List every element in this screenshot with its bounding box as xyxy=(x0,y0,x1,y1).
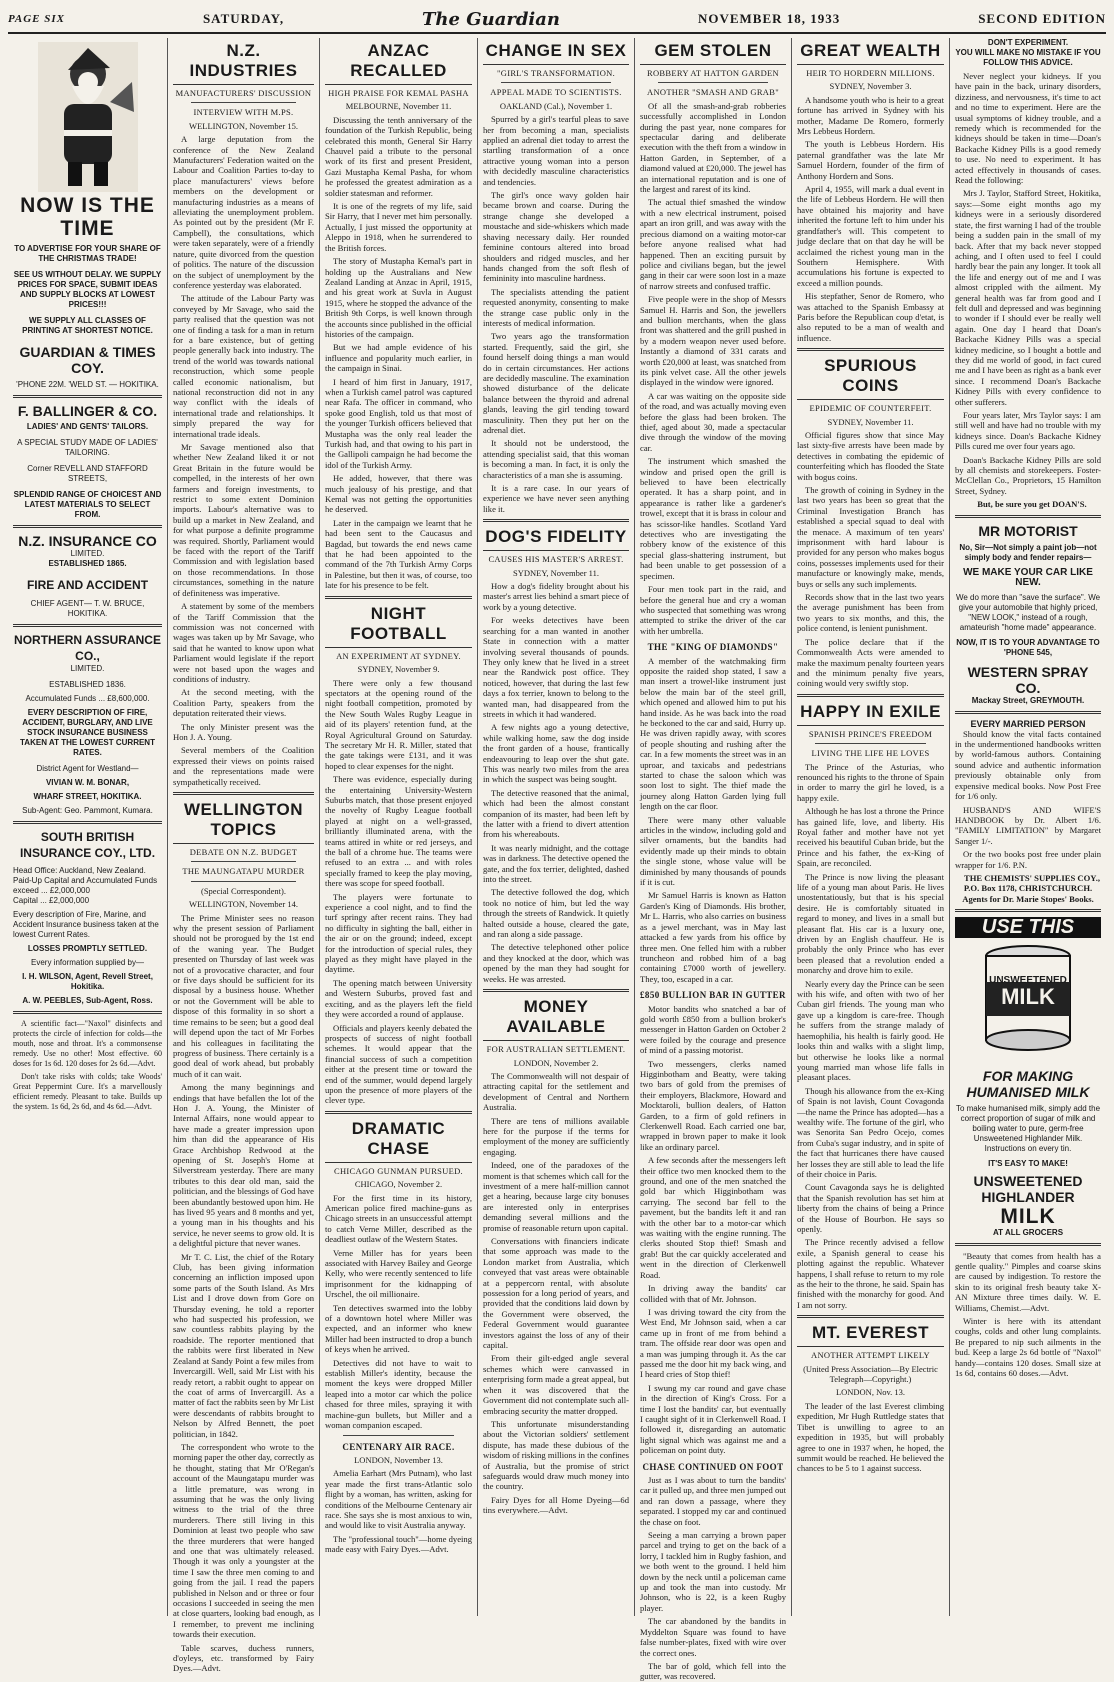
advert-paragraph: THE CHEMISTS' SUPPLIES COY., P.O. Box 1178, CHRISTCHURCH. Agents for Dr. Marie Stopes' Books. xyxy=(962,872,1101,904)
advert-paragraph: Fairy Dyes for all Home Dyeing—6d tins everywhere.—Advt. xyxy=(483,1494,629,1516)
headline: MONEY AVAILABLE xyxy=(483,997,629,1041)
advert-paragraph: HUSBAND'S AND WIFE'S HANDBOOK by Dr. Albert 1/6. "FAMILY LIMITATION" by Margaret Sanger 1/-. xyxy=(955,804,1101,846)
article-paragraph: Just as I was about to turn the bandits' car it pulled up, and three men jumped out and ran down a passage, where they separated. I stopped my car and continued the chase on foot. xyxy=(640,1475,786,1527)
headline: GREAT WEALTH xyxy=(797,41,944,65)
subheadline: INTERVIEW WITH M.PS. xyxy=(193,107,294,118)
article-paragraph: The detective reasoned that the animal, which had been the almost constant companion of its master, had been left by the latter with a friend to divert attention from his whereabouts. xyxy=(483,787,629,840)
article-paragraph: Several members of the Coalition expressed their views on points raised and the representations made were sympathetically received. xyxy=(173,745,314,787)
ad-line: EVERY DESCRIPTION OF FIRE, ACCIDENT, BURGLARY, AND LIVE STOCK INSURANCE BUSINESS TAKEN AT THE LOWEST CURRENT RATES. xyxy=(20,708,155,757)
article-paragraph: Later in the campaign we learnt that he had been sent to the Caucasus and Bagdad, but towards the end news came that he had been appointed to the command of the 7th Turkish Army Corps in Palestine, but then it was, of course, too late for his presence to be felt. xyxy=(325,517,472,591)
subheadline: EPIDEMIC OF COUNTERFEIT. xyxy=(809,403,932,414)
article-paragraph: Indeed, one of the paradoxes of the moment is that schemes which call for the investment of a mere half-million cannot get a hearing, because large city bonuses are interested only in enterprises demanding several millions and the promise of reasonable return upon capital. xyxy=(483,1160,629,1233)
ad-banner: USE THIS xyxy=(955,917,1101,937)
brand-name: HIGHLANDER xyxy=(981,1188,1075,1205)
ad-line: IT'S EASY TO MAKE! xyxy=(988,1158,1068,1168)
article-paragraph: It is a rare case. In our years of experience we have never seen anything like it. xyxy=(483,483,629,514)
column-3 xyxy=(320,38,478,1616)
article-paragraph: How a dog's fidelity brought about his master's arrest lies behind a smart piece of work by a young detective. xyxy=(483,581,629,612)
subheadline: "GIRL'S TRANSFORMATION. xyxy=(496,68,615,78)
column-7 xyxy=(950,38,1106,1616)
article-paragraph: Detectives did not have to wait to establish Miller's identity, because the moment the keys were dropped Miller leaped into a motor car which the police chased for three miles, spraying it with machine-gun bullets, but Miller and a woman companion escaped. xyxy=(325,1357,472,1431)
masthead xyxy=(8,6,1106,34)
advert-paragraph: Should know the vital facts contained in the undermentioned handbooks written by world-famous authors. Containing sound advice and authentic information previously obtainable only from expensive medical books. Now Post Free for 1/6 only. xyxy=(955,728,1101,802)
article-paragraph: The opening match between University and Western Suburbs, proved fast and exciting, and as the players left the field they were accorded a round of applause. xyxy=(325,977,472,1020)
can-label-main: MILK xyxy=(1001,983,1055,1009)
dateline: LONDON, November 2. xyxy=(513,1057,599,1068)
northern-assurance-ad xyxy=(13,632,162,816)
ad-headline: MR MOTORIST xyxy=(978,522,1078,539)
article-paragraph: Motor bandits who snatched a bar of gold worth £850 from a bullion broker's messenger in Hatton Garden on October 2 were foiled by the courage and presence of mind of a passing motorist. xyxy=(640,1003,786,1056)
article-paragraph: The detective telephoned other police and they knocked at the door, which was opened by the man they had sought for weeks. He was arrested. xyxy=(483,942,629,984)
ad-line: TO ADVERTISE FOR YOUR SHARE OF THE CHRISTMAS TRADE! xyxy=(14,244,161,263)
dateline: CHICAGO, November 2. xyxy=(354,1179,443,1190)
article-paragraph: Official figures show that since May last sixty-five arrests have been made by detectives in combating the epidemic of counterfeiting which has flooded the State with bogus coins. xyxy=(797,429,944,482)
ad-firm-name: GUARDIAN & TIMES COY. xyxy=(19,344,156,376)
ad-agent: CHIEF AGENT— T. W. BRUCE, HOKITIKA. xyxy=(30,599,145,618)
article-paragraph: A car was waiting on the opposite side of the road, and was actually moving even before the glass had been broken. The thief, aged about 30, made a spectacular dive through the window of the moving car. xyxy=(640,390,786,453)
subheadline: AN EXPERIMENT AT SYDNEY. xyxy=(336,650,461,661)
ad-line: WHARF STREET, HOKITIKA. xyxy=(33,792,142,801)
credit-line: (United Press Association—By Electric Telegraph—Copyright.) xyxy=(803,1363,938,1385)
article-paragraph: The Prince is now living the pleasant life of a young man about Paris. He lives unostentatiously, but that is his special desire. He is comfortably situated in regard to money, and lives in a small but pleasant flat. His car is a luxury one, driven by an English chauffeur. He is probably the only Prince who has ever been pleased that a revolution ended a monarchy and drove him to exile. xyxy=(797,871,944,976)
subheadline: ANOTHER "SMASH AND GRAB" xyxy=(647,87,779,98)
headline: WELLINGTON TOPICS xyxy=(173,800,314,844)
article-paragraph: The youth is Lebbeus Hordern. His paternal grandfather was the late Mr Samuel Hordern, founder of the firm of Anthony Hordern and Sons. xyxy=(797,139,944,181)
ad-line: Capital ... £2,000,000 xyxy=(13,896,90,905)
advert-paragraph: Four years later, Mrs Taylor says: I am still well and have had no trouble with my kidneys since. Doan's Backache Kidney Pills cured me over four years ago. xyxy=(955,410,1101,452)
byline: (Special Correspondent). xyxy=(201,885,286,896)
article-paragraph: There are tens of millions available here for the purpose if the terms for employment of the money are sufficiently engaging. xyxy=(483,1115,629,1157)
article-paragraph: Two years ago the transformation started. Frequently, said the girl, she found herself doing things a man would do in certain circumstances. Her actions are decidedly masculine. The examination showed disturbance of the delicate balance between the thyroid and adrenal glands, leaving the girl tending toward masculinity. Then they put her on the adrenal diet. xyxy=(483,331,629,435)
advert-paragraph: But, be sure you get DOAN'S. xyxy=(977,499,1087,510)
ad-line: Every information supplied by— xyxy=(31,958,144,967)
column-4 xyxy=(478,38,635,1616)
advert-paragraph: Winter is here with its attendant coughs, colds and other lung complaints. Be prepared to nip such ailments in the bud. Keep a large 2s 6d bottle of "Naxol" handy—contains 120 doses. Small size at 1s 6d, contains 60 doses.—Advt. xyxy=(955,1316,1101,1379)
subheadline: CHICAGO GUNMAN PURSUED. xyxy=(334,1165,463,1176)
dateline: WELLINGTON, November 15. xyxy=(189,120,298,131)
dateline: LONDON, November 13. xyxy=(354,1454,443,1465)
headline: ANZAC RECALLED xyxy=(325,41,472,85)
article-paragraph: Amelia Earhart (Mrs Putnam), who last year made the first trans-Atlantic solo flight by a woman, has written, asking for conditions of the Melbourne Centenary air race. She says she is most anxious to win, and would like to visit Australia anyway. xyxy=(325,1468,472,1531)
advert-paragraph: "Beauty that comes from health has a gentle quality." Pimples and coarse skins are caused by indigestion. To restore the skin to its original fresh beauty take X-AN Mixture three times daily. W. E. Williams, Chemist.—Advt. xyxy=(955,1250,1101,1313)
ad-contact: 'PHONE 22M. 'WELD ST. — HOKITIKA. xyxy=(16,380,159,389)
article-paragraph: Of all the smash-and-grab robberies successfully accomplished in London during the past year, none compares for spectacular daring and deliberate execution with the theft from a window in Hatton Garden, in September, of a diamond valued at £20,000. The jewel has an international reputation and is one of the largest and rarest of its kind. xyxy=(640,100,786,195)
headline: CHANGE IN SEX xyxy=(483,41,629,65)
christmas-advertising-ad xyxy=(13,194,162,390)
ad-line: LADIES' AND GENTS' TAILORS. xyxy=(26,422,149,431)
advert-paragraph: Never neglect your kidneys. If you have pain in the back, urinary disorders, dizziness, and nervousness, it's time to act and no time to experiment. Here are the usual symptoms of kidney trouble, and a remedy which is recommended for the kidneys should be taken in time—Doan's Backache Kidney Pills is a good remedy to use. No need to experiment. It has acted effectively in thousands of cases. Read the following: xyxy=(955,71,1101,186)
article-paragraph: Count Cavagonda says he is delighted that the Spanish revolution has set him at liberty from the chains of being a Prince of the House of Bourbon. He says so openly. xyxy=(797,1182,944,1234)
crosshead: CHASE CONTINUED ON FOOT xyxy=(642,1461,784,1472)
ad-agent: VIVIAN W. M. BONAR, xyxy=(45,778,130,787)
ad-line: LOSSES PROMPTLY SETTLED. xyxy=(27,944,148,953)
subheadline: ANOTHER ATTEMPT LIKELY xyxy=(811,1350,930,1361)
article-paragraph: The Commonwealth will not despair of attracting capital for the settlement and development of Central and Northern Australia. xyxy=(483,1070,629,1113)
ad-line: District Agent for Westland— xyxy=(36,764,139,773)
ad-line: LIMITED. xyxy=(70,664,105,673)
article-paragraph: For the first time in its history, American police fired machine-guns as Chicago streets in an unsuccessful attempt to catch Verne Miller, described as the deadliest outlaw of the Western States. xyxy=(325,1192,472,1245)
subheadline: APPEAL MADE TO SCIENTISTS. xyxy=(490,87,622,98)
article-paragraph: A statement by some of the members of the Tariff Commission that the commission was not concerned with wages was taken up by Mr Savage, who said that he wanted to know upon what Parliament would legislate if the report were not based upon the wages and conditions of industry. xyxy=(173,601,314,684)
subheadline: HEIR TO HORDERN MILLIONS. xyxy=(806,68,935,78)
article-paragraph: Discussing the tenth anniversary of the foundation of the Turkish Republic, being celebrated this month, General Sir Harry Chauvel paid a tribute to the personal work of its first and present President, Gazi Mustapha Kemal Pasha, for whom he professed the greatest admiration as a soldier statesman and reformer. xyxy=(325,114,472,198)
dateline: OAKLAND (Cal.), November 1. xyxy=(499,100,613,111)
article-paragraph: Nearly every day the Prince can be seen with his wife, and often with two of her Cuban girl friends. The young man who gave up a kingdom is care-free. Though he suffers from the strange malady of haemophilia, his health is fairly good. He looks thin and walks with a slight limp, but otherwise he looks like a normal young married man whose life falls in pleasant places. xyxy=(797,978,944,1083)
ad-line: LIMITED. xyxy=(70,549,105,558)
subheadline: MANUFACTURERS' DISCUSSION xyxy=(175,88,312,98)
article-paragraph: Mr Savage mentioned also that whether New Zealand liked it or not Great Britain in the future would be compelled, in the interests of her own farmers and foreign investments, to restrict to some extent Dominion imports. Labour's alternative was to build up a market in New Zealand, and for what purpose a definite programme was required. Shortly, Parliament would be faced with the report of the Tariff Commission and with legislation based on those recommendations. In those circumstances, something in the nature of definiteness was imperative. xyxy=(173,442,314,598)
masthead-date: NOVEMBER 18, 1933 xyxy=(697,11,841,26)
page-number: PAGE SIX xyxy=(8,13,66,25)
ad-line: We do more than "save the surface". We give your automobile that highly priced, "NEW LOOK," instead of a rough, amateurish "home made" appearance. xyxy=(955,592,1101,632)
article-paragraph: It was nearly midnight, and the cottage was in darkness. The detective opened the gate, and the fox terrier, delighted, dashed into the street. xyxy=(483,842,629,885)
article-paragraph: The bar of gold, which fell into the gutter, was recovered. xyxy=(640,1660,786,1682)
ad-line: ESTABLISHED 1865. xyxy=(48,559,127,568)
dateline: SYDNEY, November 11. xyxy=(513,567,599,578)
nz-insurance-ad xyxy=(13,533,162,619)
edition-label: SECOND EDITION xyxy=(978,11,1106,26)
ad-firm-name: NORTHERN ASSURANCE CO., xyxy=(14,633,161,663)
article-paragraph: The Prince recently advised a fellow exile, a Spanish general to cease his plotting against the republic. Whatever happens, I shall refuse to return to my role as the heir to the throne, he said. Spain has finished with the monarchy for good. And I am not sorry. xyxy=(797,1237,944,1310)
ad-firm-name: SOUTH BRITISH INSURANCE COY., LTD. xyxy=(19,830,156,860)
dateline: MELBOURNE, November 11. xyxy=(345,101,452,112)
article-paragraph: Records show that in the last two years the average punishment has been from two years to six months, and this, the police contend, is lenient punishment. xyxy=(797,592,944,634)
article-paragraph: There was evidence, especially during the entertaining University-Western Suburbs match, that those present enjoyed the novelty of Rugby League football played at night on a well-grassed, brilliantly illuminated arena, with the teams attired in white or red jerseys, and the ball of a chrome hue. The teams were refused to an extra ... and with roles specially framed to keep the play moving, there was scope for speed football. xyxy=(325,774,472,889)
ad-line: Accumulated Funds ... £8,600,000. xyxy=(25,694,150,703)
headline: GEM STOLEN xyxy=(640,41,786,65)
advert-paragraph: Don't take risks with colds; take Woods' Great Peppermint Cure. It's a marvellously efficient remedy. Pleasant to take. Builds up the system. 1s 6d, 2s 6d, and 4s 6d.—Advt. xyxy=(13,1072,162,1111)
advert-paragraph: Or the two books post free under plain wrapper for 1/6. P.N. xyxy=(955,849,1101,870)
dateline: WELLINGTON, November 14. xyxy=(189,899,298,910)
ad-line: AT ALL GROCERS xyxy=(992,1227,1064,1237)
ballinger-tailors-ad xyxy=(13,403,162,520)
santa-claus-illustration xyxy=(38,42,138,192)
doans-pills-ad xyxy=(955,38,1101,68)
article-paragraph: Conversations with financiers indicate that some approach was made to the London market from Australia, which conveyed that vast areas were obtainable at a peppercorn rental, with absolute possession for a long period of years, and provided that the conditions laid down by the Government were observed, the Federal Government would guarantee investors against the loss of any of their capital. xyxy=(483,1236,629,1351)
column-2 xyxy=(168,38,320,1674)
columns xyxy=(8,38,1106,1682)
advert-paragraph: Mrs J. Taylor, Stafford Street, Hokitika, says:—Some eight months ago my kidneys were in a seriously disordered state, the first warning I had of the trouble being a sudden pain in the small of my back. After that my back never stopped aching, and I often used to feel I could hardly bear the pain any longer. It took all the life and energy out of me and I was almost crippled with the ailment. My general health was far from good and I felt dull and depressed and was beginning to wonder if I should ever be really well again. One day I heard that Doan's Backache Kidney Pills was a special kidney medicine, so I bought a bottle and they did me world of good, in fact cured me and I have been as right as a bank ever since. I recommend Doan's Backache Kidney Pills with every confidence to other sufferers. xyxy=(955,188,1101,407)
article-paragraph: Two messengers, clerks named Higginbotham and Beatty, were taking two bars of gold from the premises of their employers, Blackmore, Howard and Mocktaroli, bullion dealers, of Hatton Garden, to a firm of gold refiners in Clerkenwell Road. Each carried one bar, wrapped in brown paper to make it look like an ordinary parcel. xyxy=(640,1058,786,1152)
ad-line: FIRE AND ACCIDENT xyxy=(26,578,149,592)
ad-address: Mackay Street, GREYMOUTH. xyxy=(971,695,1085,705)
ad-headline: DON'T EXPERIMENT. xyxy=(987,38,1069,47)
article-paragraph: The leader of the last Everest climbing expedition, Mr Hugh Ruttledge states that Tibet is unwilling to agree to an expedition in 1935, but will probably agree to one in 1937 when, he hoped, the summit would be reached. He believed the chances to be 5 to 1 against success. xyxy=(797,1400,944,1474)
article-paragraph: April 4, 1955, will mark a dual event in the life of Lebbeus Hordern. He will then have obtained his majority and have inherited the fortune left to him under his grandfather's will. This competent to judge declare that on that day he will be acclaimed the richest young man in the Southern Hemisphere. With accumulations his fortune is expected to exceed a million pounds. xyxy=(797,184,944,288)
article-paragraph: Ten detectives swarmed into the lobby of a downtown hotel where Miller was expected, and an informer who knew Miller had been instructed to drop a bunch of keys when he arrived. xyxy=(325,1302,472,1355)
ad-line: SPLENDID RANGE OF CHOICEST AND LATEST MATERIALS TO SELECT FROM. xyxy=(13,490,162,519)
article-paragraph: Officials and players keenly debated the prospects of success of night football schemes. It would appear that the financial success of such a competition either at the present time or toward the end of the summer, would depend largely upon the presence of more players of the clever type. xyxy=(325,1022,472,1106)
article-paragraph: The attitude of the Labour Party was conveyed by Mr Savage, who said the party realised that the question was not one of finding a task for a man in return for a bare existence, but of getting people generally back into industry. The trend of the world was towards national reconstruction, which some people called economic nationalism, but national reconstruction did not in any way conflict with the ideals of international trade and relationships. It simply prepared the way for international trade ideals. xyxy=(173,293,314,439)
masthead-day: SATURDAY, xyxy=(202,11,285,26)
dateline: SYDNEY, November 3. xyxy=(829,81,912,92)
crosshead: £850 BULLION BAR IN GUTTER xyxy=(640,990,786,1001)
headline: HAPPY IN EXILE xyxy=(797,702,944,726)
headline: N.Z. INDUSTRIES xyxy=(173,41,314,85)
article-paragraph: A few seconds after the messengers left their office two men knocked them to the ground, and one of the men snatched the gold bar which Higginbotham was carrying. The second bar fell to the pavement, but the bandits left it and ran with the other bar to a motor-car which was waiting with the engine running. The clerks shouted Stop thief! Smash and grab! But the car quickly accelerated and went in the direction of Clerkenwell Road. xyxy=(640,1155,786,1280)
article-paragraph: The correspondent who wrote to the morning paper the other day, correctly as he thought, stating that Mr O'Regan's account of the Maungatapu murder was a little premature, was wrong in assuming that he was the only living witness to the trial of the three murderers. There still living in this Dominion at least two people who saw the three murderers that were hanged and one that was ultimately released. Though it was only a youngster at the time I saw the three men coming to and going from the jail. I read the papers published in Nelson and or three or four occasions I succeeded in seeing the men at close quarters, looking bad enough, as I remember, to prevent me inclining towards their execution. xyxy=(173,1441,314,1640)
ad-line: No, Sir—Not simply a paint job—not simply body and fender repairs— xyxy=(959,542,1097,562)
article-paragraph: The specialists attending the patient requested anonymity, consenting to make the strange case public only in the interests of medical information. xyxy=(483,286,629,328)
article-paragraph: It should not be understood, the attending specialist said, that this woman is becoming a man. In fact, it is only the characteristics of a man she is assuming. xyxy=(483,438,629,480)
article-paragraph: I swung my car round and gave chase in the direction of King's Cross. For a time I lost the bandits' car, but eventually I caught sight of it in Clerkenwell Road. I followed it, disregarding an automatic light signal which was against me and a policeman on point duty. xyxy=(640,1382,786,1456)
article-paragraph: Verne Miller has for years been associated with Harvey Bailey and George Kelly, who were recently sentenced to life imprisonment for the kidnapping of Urschel, the oil millionaire. xyxy=(325,1247,472,1300)
article-paragraph: The players were fortunate to experience a cool night, and to find the turf springy after recent rains. They had no difficulty in sighting the ball, either in the air or on the ground; indeed, except for the introduction of special rules, they played as they might have played in the daytime. xyxy=(325,891,472,975)
ad-firm-name: N.Z. INSURANCE CO xyxy=(18,533,157,549)
ad-agent: A. W. PEEBLES, Sub-Agent, Ross. xyxy=(22,996,153,1005)
article-paragraph: The instrument which smashed the window and prised open the grill is believed to have been electrically operated. It has a sharp point, and in appearance is rather like a gardener's trowel, except that it is brass in colour and has scissor-like handles. Scotland Yard detectives who are investigating the robbery know of the existence of this special glass-shattering instrument, but had been unable to get possession of a specimen. xyxy=(640,456,786,581)
article-paragraph: Mr T. C. List, the chief of the Rotary Club, has been giving information concerning an infliction imposed upon some parts of the South Island. As Mrs List and I drove down from Gore on Thursday evening, he told a reporter who had suspected his profession, we saw countless rabbits playing by the roadside. The reporter mentioned that the rabbits were first liberated in New Zealand at Sandy Point a few miles from Invercargill. Well, said Mr List with his ready retort, a rabbit ought to appear on the coat of arms of Invercargill. As a matter of fact the rabbits seen by Mr List were descendants of rabbits brought to Nelson by Alfred Bennett, the poet politician, in 1842. xyxy=(173,1251,314,1439)
ad-agent: I. H. WILSON, Agent, Revell Street, Hokitika. xyxy=(22,972,153,991)
dateline: LONDON, Nov. 13. xyxy=(835,1387,906,1398)
article-paragraph: There were many other valuable articles in the window, including gold and silver ornaments, but the bandits had evidently made up their minds to obtain the single stone, whose value will be diminished by many thousands of pounds if it is cut. xyxy=(640,814,786,888)
article-paragraph: Four men took part in the raid, and before the general hue and cry a woman who suspected that something was wrong attempted to strike the driver of the car with her umbrella. xyxy=(640,584,786,636)
article-paragraph: From their gilt-edged angle several schemes which were canvassed in enterprising form made a great appeal, but when it was discovered that the Government did not contemplate such all-embracing security the matter dropped. xyxy=(483,1353,629,1416)
headline: NIGHT FOOTBALL xyxy=(325,604,472,648)
column-5 xyxy=(635,38,792,1682)
article-paragraph: The story of Mustapha Kemal's part in holding up the Australians and New Zealand Landing at Anzac in April, 1915, and his great work at Suvla in August 1915, where he stopped the advance of the British 9th Corps, is well known through the accounts since published in the official histories of the campaign. xyxy=(325,256,472,339)
article-paragraph: There were only a few thousand spectators at the opening round of the night football competition, promoted by the New South Wales Rugby League in aid of its players' retention fund, at the Royal Agricultural Ground on Saturday. The secretary Mr H. R. Miller, stated that the gate takings were £131, and it was hoped to clear expenses for the night. xyxy=(325,677,472,771)
can-label xyxy=(955,976,1101,1058)
can-label-top: UNSWEETENED xyxy=(989,974,1067,986)
subheadline: DEBATE ON N.Z. BUDGET xyxy=(189,847,298,857)
headline: DRAMATIC CHASE xyxy=(325,1119,472,1163)
article-paragraph: The growth of coining in Sydney in the last two years has been so great that the Criminal Investigation Branch has established a special squad to deal with the menace. A maximum of ten years' imprisonment with hard labour is provided for any person who makes bogus coins, possesses implements used for their manufacture or knowingly make, mends, buys or sells any such implements. xyxy=(797,485,944,589)
crosshead: THE "KING OF DIAMONDS" xyxy=(647,642,779,653)
article-paragraph: The Prince of the Asturias, who renounced his rights to the throne of Spain in order to marry the girl he loved, is a happy exile. xyxy=(797,761,944,803)
article-paragraph: I was driving toward the city from the West End, Mr Johnson said, when a car came up in front of me from behind a tram. The offside rear door was open and a man was jumping through it. As the car passed me the door hit my back wing, and I heard cries of Stop thief! xyxy=(640,1306,786,1380)
subheadline: LIVING THE LIFE HE LOVES xyxy=(811,748,930,759)
article-paragraph: The detective followed the dog, which took no notice of him, but led the way through the streets of Randwick. It quietly halted outside a house, cleared the gate, and ran along a side passage. xyxy=(483,887,629,940)
ad-line: NOW, IT IS TO YOUR ADVANTAGE TO 'PHONE 545, xyxy=(956,637,1100,657)
advert-paragraph: A scientific fact—"Naxol" disinfects and protects the circle of infection for colds—the mouth, nose and throat. It's a commonsense remedy. Use no other! Most effective. 60 doses for 1s 6d. 120 doses for 2s 6d.—Advt. xyxy=(13,1019,162,1068)
subheadline: HIGH PRAISE FOR KEMAL PASHA xyxy=(328,88,469,98)
article-paragraph: A few nights ago a young detective, while walking home, saw the dog inside the front garden of a house, frantically endeavouring to leap over the shut gate. This was nearly two miles from the area in which the suspect was being sought. xyxy=(483,722,629,785)
advert-paragraph: The "professional touch"—home dyeing made easy with Fairy Dyes.—Advt. xyxy=(325,1533,472,1555)
headline: DOG'S FIDELITY xyxy=(483,527,629,551)
article-paragraph: The car abandoned by the bandits in Myddelton Square was found to have false number-plates, fixed with wire over the correct ones. xyxy=(640,1616,786,1658)
article-paragraph: Five people were in the shop of Messrs Samuel H. Harris and Son, the jewellers and bullion merchants, when the glass front was shattered and the grill pushed in by a modern weapon never used before. Instantly a diamond of 331 carats and worth £20,000 at least, was snatched from its pink velvet case. All the other jewels displayed in the window were ignored. xyxy=(640,294,786,388)
ad-headline: NOW IS THE TIME xyxy=(20,194,155,240)
article-paragraph: In driving away the bandits' car collided with that of Mr. Johnson. xyxy=(640,1283,786,1304)
ad-slogan: FOR MAKING HUMANISED MILK xyxy=(966,1067,1090,1100)
article-paragraph: At the second meeting, with the Coalition Party, speakers from the deputation reiterated their views. xyxy=(173,687,314,719)
ad-line: Head Office: Auckland, New Zealand. Paid-Up Capital and Accumulated Funds exceed ... £2,000,000 xyxy=(13,866,158,895)
headline: SPURIOUS COINS xyxy=(797,356,944,400)
article-paragraph: A large deputation from the conference of the New Zealand Manufacturers' Federation waited on the Labour and Coalition Parties to-day to place manufacturers' views before members on the development or manufacturing industries as a means of alleviating the unemployment problem. As pointed out by the president (Mr F. Campbell), the consultations, which were taken separately, were of a friendly nature, quite divorced from the question of politics. The nature of the discussion on the subject of unemployment by the conference yesterday was elaborated. xyxy=(173,134,314,290)
ad-line: A SPECIAL STUDY MADE OF LADIES' TAILORING. xyxy=(17,438,158,457)
article-paragraph: Seeing a man carrying a brown paper parcel and trying to get on the back of a lorry, I tackled him in Rugby fashion, and we both went to the ground. I held him down by the neck until a policeman came up and took the man into custody. Mr Johnson, who is 22, is a keen Rugby player. xyxy=(640,1530,786,1613)
highlander-milk-ad xyxy=(955,917,1101,1237)
article-paragraph: A handsome youth who is heir to a great fortune has arrived in Sydney with his mother, Madame De Romero, formerly Mrs Lebbeus Hordern. xyxy=(797,94,944,137)
brand-name: MILK xyxy=(1000,1204,1056,1228)
south-british-insurance-ad xyxy=(13,829,162,1006)
subheadline: SPANISH PRINCE'S FREEDOM xyxy=(808,728,933,739)
article-paragraph: For weeks detectives have been searching for a man wanted in another State in connection with a matter involving several thousands of pounds. They only knew that he lived in a street near the Randwick post office. They noticed, however, that during the last few days a fox terrier, known to belong to the wanted man, had disappeared from the streets in which it had wandered. xyxy=(483,615,629,719)
article-paragraph: His stepfather, Senor de Romero, who was attached to the Spanish Embassy at Paris before the Republican coup d'etat, is also reputed to be a man of wealth and influence. xyxy=(797,291,944,343)
headline: MT. EVEREST xyxy=(797,1323,944,1347)
headline: CENTENARY AIR RACE. xyxy=(342,1441,455,1452)
article-paragraph: Though his allowance from the ex-King of Spain is not lavish, Count Covagonda—the name the Prince has adopted—has a wealthy wife. The fortune of the girl, who was Senorita San Pedro Ocejo, comes from Cuba's sugar industry, and in spite of the fact that hurricanes there have caused her losses they are still able to lead the life of their choice in Paris. xyxy=(797,1085,944,1179)
dateline: SYDNEY, November 11. xyxy=(827,416,914,427)
ad-line: Sub-Agent: Geo. Pammont, Kumara. xyxy=(22,806,153,815)
dateline: SYDNEY, November 9. xyxy=(357,664,440,675)
ad-line: To make humanised milk, simply add the correct proportion of sugar of milk and boiling water to pure, germ-free Unsweetened Highlander Milk. Instructions on every tin. xyxy=(955,1103,1101,1153)
subheadline: THE MAUNGATAPU MURDER xyxy=(182,866,305,877)
subheadline: CAUSES HIS MASTER'S ARREST. xyxy=(488,554,624,565)
ad-line: Corner REVELL AND STAFFORD STREETS, xyxy=(27,464,148,483)
advert-paragraph: Table scarves, duchess runners, d'oyleys, etc. transformed by Fairy Dyes.—Advt. xyxy=(173,1642,314,1674)
article-paragraph: The girl's once wavy golden hair became brown and coarse. During the strange change she developed a moustache and side-whiskers which made shaving necessary daily. Her rounded feminine contours altered into broad shoulders and ridged muscles, and her hands changed from the soft flesh of femininity into masculine hardness. xyxy=(483,190,629,284)
article-paragraph: I heard of him first in January, 1917, when a Turkish camel patrol was captured near Rafa. The officer in command, who spoke good English, told us that most of the younger Turkish officers believed that Mustapha was the only real leader the Turkish had, and that owing to his part in the Gallipoli campaign he had become the idol of the Turkish Army. xyxy=(325,376,472,470)
article-paragraph: This unfortunate misunderstanding about the Victorian soldiers' settlement dispute, has made these dubious of the wisdom of risking millions in the confines of Australia, but the promise of strict safeguards would draw much money into the country. xyxy=(483,1418,629,1492)
article-paragraph: It is one of the regrets of my life, said Sir Harry, that I never met him personally. Actually, I just missed the opportunity at Aleppo in 1918, when he surrendered to the British forces. xyxy=(325,201,472,253)
article-paragraph: But we had ample evidence of his influence and popularity much earlier, in the campaign in Sinai. xyxy=(325,342,472,374)
subheadline: FOR AUSTRALIAN SETTLEMENT. xyxy=(486,1044,626,1055)
ad-line: WE SUPPLY ALL CLASSES OF PRINTING AT SHORTEST NOTICE. xyxy=(22,316,153,335)
western-spray-ad xyxy=(955,523,1101,706)
ad-line: ESTABLISHED 1836. xyxy=(49,680,126,689)
ad-firm-name: F. BALLINGER & CO. xyxy=(17,403,158,419)
article-paragraph: He added, however, that there was much jealousy of his prestige, and that Kemal was not getting the opportunities he deserved. xyxy=(325,473,472,515)
article-paragraph: Spurred by a girl's tearful pleas to save her from becoming a man, specialists applied an adrenal diet today to arrest the startling transformation of a once attractive young woman into a person with decidedly masculine characteristics and tendencies. xyxy=(483,114,629,187)
ad-line: SEE US WITHOUT DELAY. WE SUPPLY PRICES FOR SPACE, SUBMIT IDEAS AND SUPPLY BLOCKS AT LOWEST PRICES!!! xyxy=(13,270,162,309)
ad-headline: YOU WILL MAKE NO MISTAKE IF YOU FOLLOW THIS ADVICE. xyxy=(955,48,1101,67)
article-paragraph: The police declare that if the Commonwealth Acts were amended to make the maximum penalty fourteen years and the minimum penalty five years, coining would very swiftly stop. xyxy=(797,636,944,689)
paper-title: The Guardian xyxy=(422,8,561,30)
subheadline: ROBBERY AT HATTON GARDEN xyxy=(647,68,779,78)
article-paragraph: The only Minister present was the Hon J. A. Young. xyxy=(173,721,314,742)
married-person-ad xyxy=(955,719,1101,729)
ad-line: Every description of Fire, Marine, and Accident Insurance business taken at the lowest Current Rates. xyxy=(13,910,159,939)
article-paragraph: Mr Samuel Harris is known as Hatton Garden's King of Diamonds. His brother, Mr L. Harris, who also carries on business as a jewel merchant, was in May last attacked a few yards from his office by three men. One felled him with a rubber truncheon and robbed him of a bag containing £7000 worth of jewellery. They, too, escaped in a car. xyxy=(640,890,786,984)
ad-line: WE MAKE YOUR CAR LIKE NEW. xyxy=(963,566,1093,588)
brand-name: UNSWEETENED xyxy=(973,1172,1083,1189)
article-paragraph: The actual thief smashed the window with a new electrical instrument, poised apart an iron grill, and was away with the precious diamond on a waiting motor-car before anyone realised what had happened. Then an exciting pursuit by police and civilians began, but the jewel gang in their car were soon lost in a maze of narrow streets and confused traffic. xyxy=(640,197,786,291)
article-paragraph: Among the many beginnings and endings that have befallen the lot of the Hon J. A. Young, the Minister of Internal Affairs, none would appear to have made a greater impression upon him than did the appearance of His Grace Archbishop Redwood at the opening of St. Joseph's Home at Silverstream yesterday. There are many tributes to this dear old man, said the politician, and the blessings of God have been abundantly bestowed upon him. He has lived 95 years and 8 months and yet, a young man in his thoughts and his service, he never seems to grow old. It is a delightful picture that never wanes. xyxy=(173,1082,314,1249)
article-paragraph: Although he has lost a throne the Prince has gained life, love, and liberty. His Royal father and mother have not yet received his beautiful Cuban bride, but the Prince and his father, the ex-King of Spain, are reconciled. xyxy=(797,806,944,869)
column-6 xyxy=(792,38,950,1616)
article-paragraph: A member of the watchmaking firm opposite the raided shop stated, I saw a man insert a trowel-like instrument just below the main bar of the steel grill, which opened and allowed him to put his hand inside. As he was back into the road he beckoned to the car and said, Hurry up. He was driven rapidly away, with scores of people shouting and rushing after the car. In a few moments the street was in an uproar, and taxicabs and pedestrians started to chase the saloon which was soon lost to sight. The thief made the journey along Hatton Garden lying full length on the car floor. xyxy=(640,655,786,812)
article-paragraph: The Prime Minister sees no reason why the present session of Parliament should not be prorogued by the 1st end of the waning year. The Budget presented on Thursday of last week was not of a provocative character, and four or five days should be sufficient for its disposal by a business house. Whether or not the Government will be able to dispose of this formality in so short a time remains to be seen; but a good deal will depend upon the tact of Mr Forbes and his colleagues in facilitating the progress of business. There certainly is a good deal of work ahead, but probably much of it can wait. xyxy=(173,912,314,1079)
column-1 xyxy=(8,38,168,1616)
ad-headline: EVERY MARRIED PERSON xyxy=(970,718,1086,729)
ad-firm-name: WESTERN SPRAY CO. xyxy=(967,663,1089,696)
advert-paragraph: Doan's Backache Kidney Pills are sold by all chemists and storekeepers. Foster-McClellan Co., Proprietors, 15 Hamilton Street, Sydney. xyxy=(955,454,1101,496)
